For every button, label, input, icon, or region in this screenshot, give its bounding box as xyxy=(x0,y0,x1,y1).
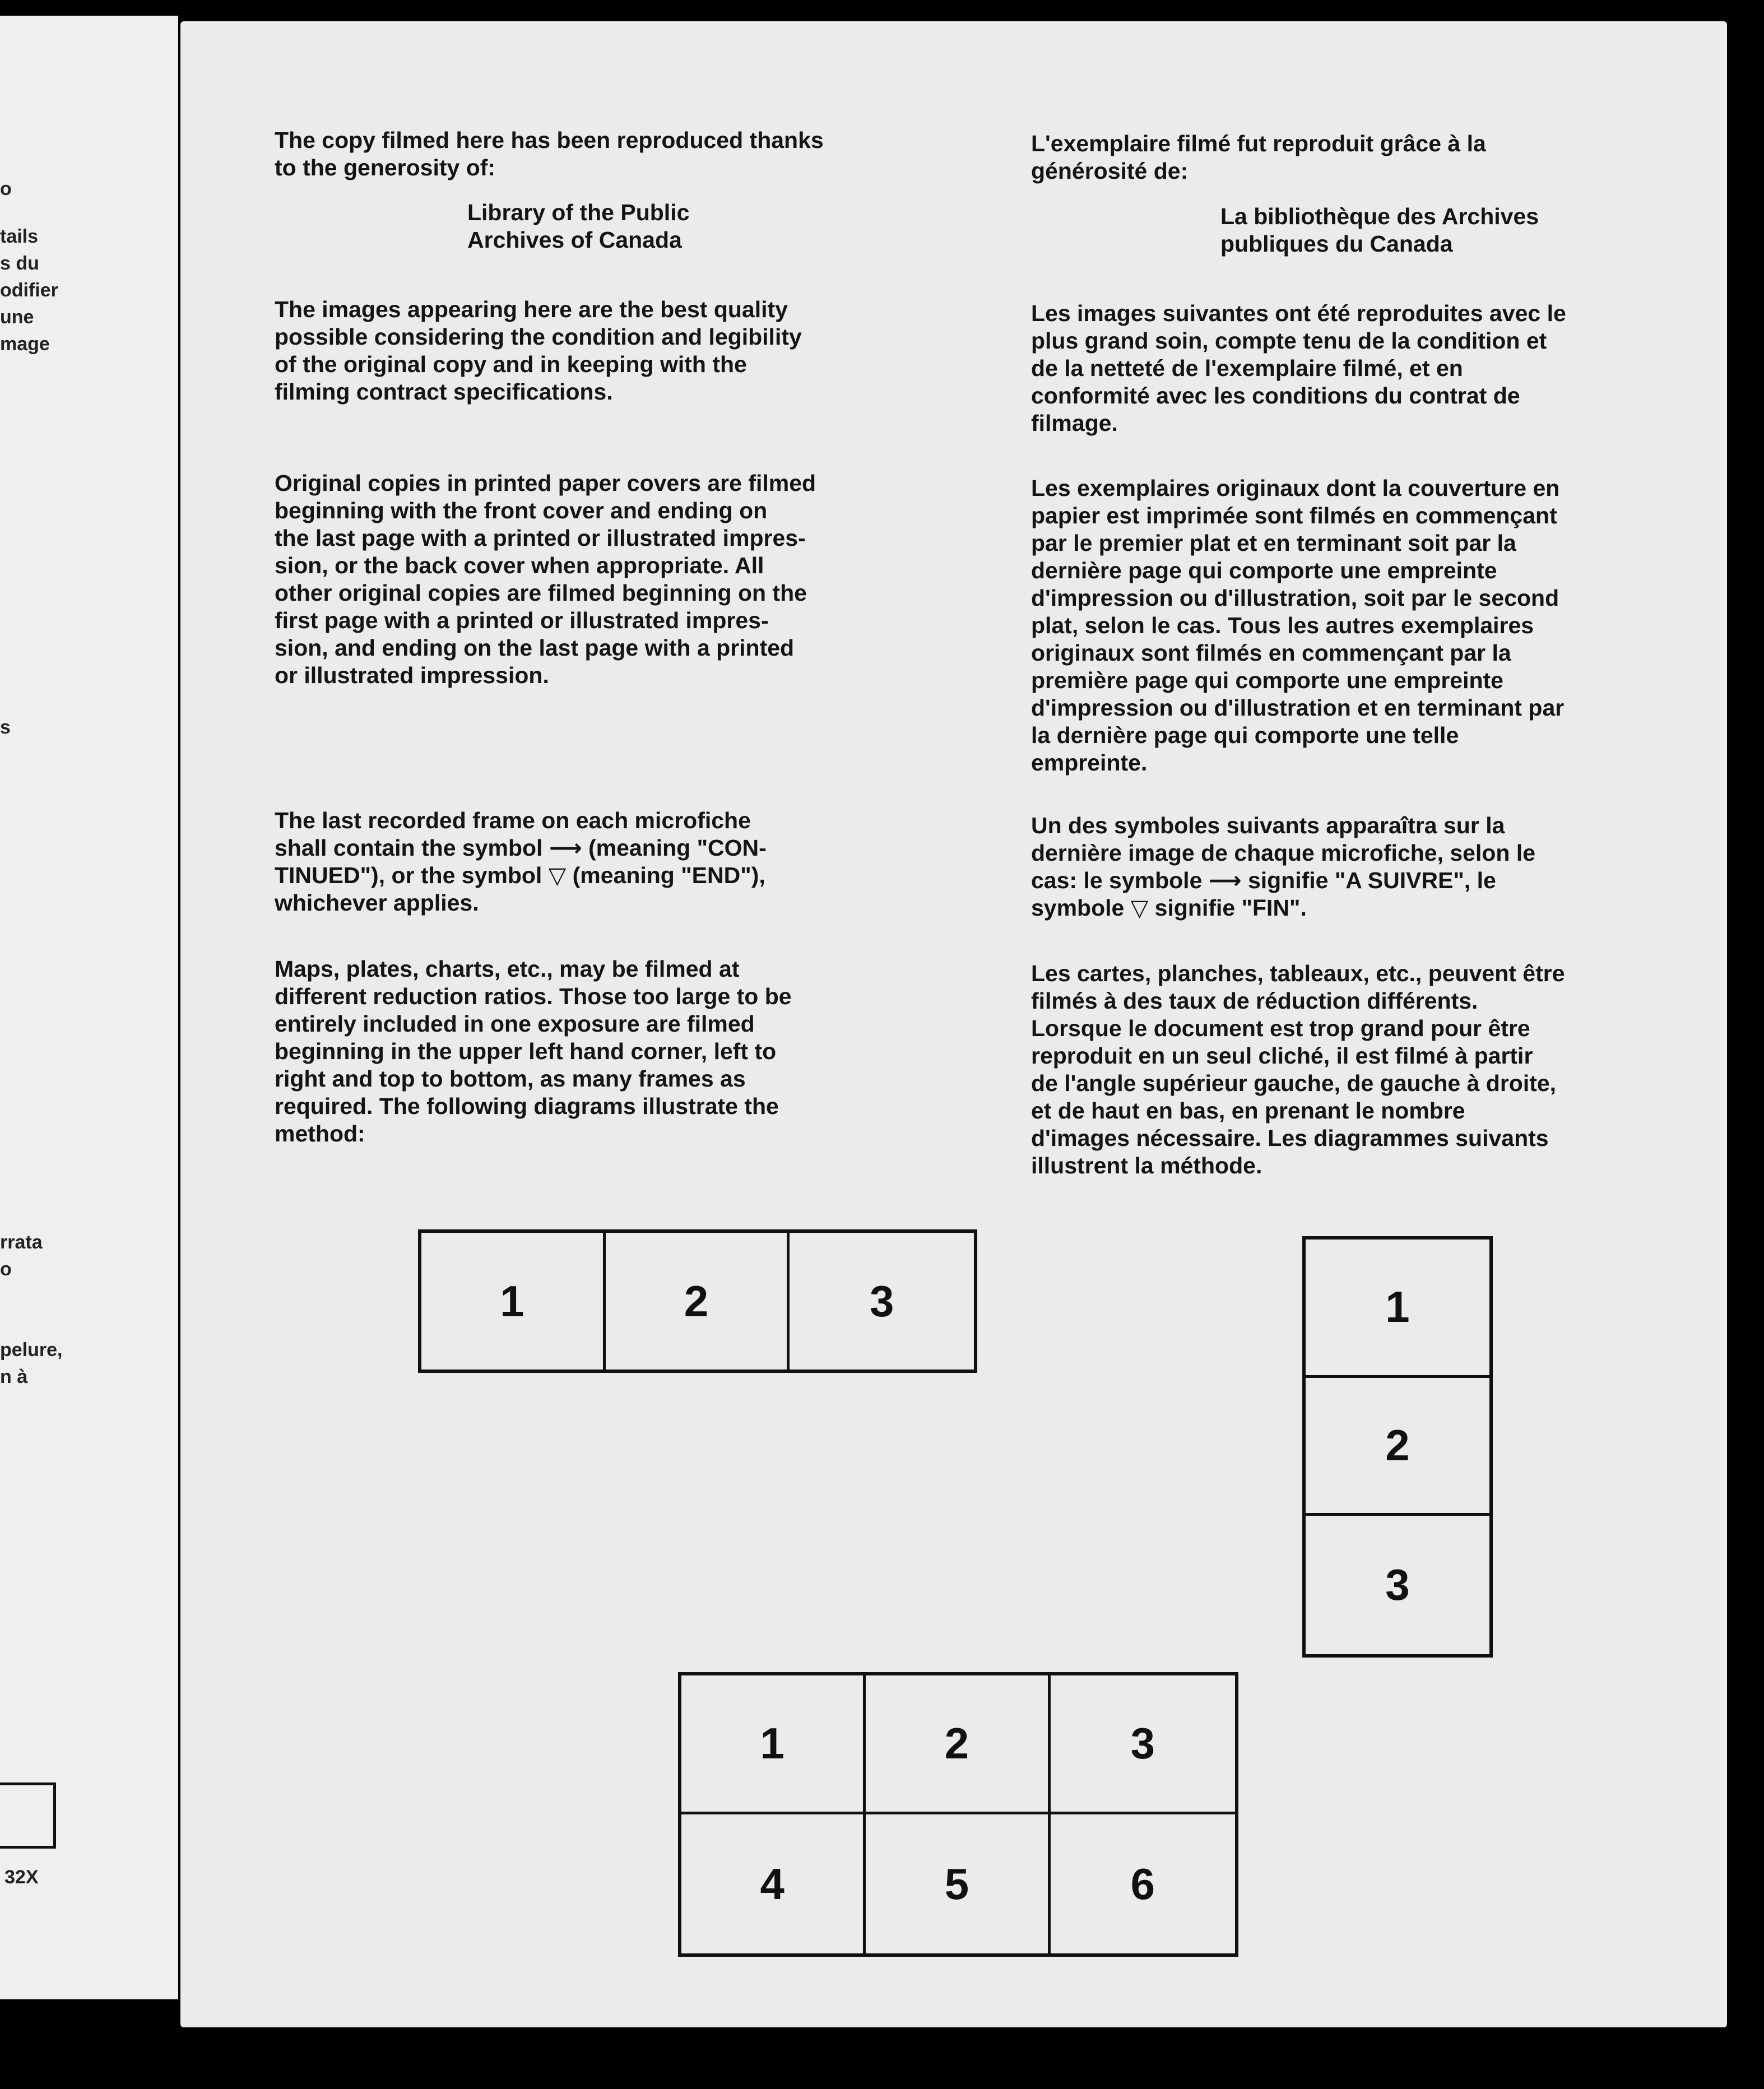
frame-cell: 2 xyxy=(866,1675,1050,1814)
french-quality-paragraph xyxy=(1031,300,1659,437)
left-fragment-text: rrata xyxy=(0,1232,43,1253)
left-fragment-text: tails xyxy=(0,226,39,247)
frame-cell: 1 xyxy=(681,1675,866,1814)
english-covers-text: Original copies in printed paper covers are filmed beginning with the front cover and ending on the last page with a printed or illustrated impres- sion, or the back cover when appropriate. All other original copies are filmed beginning on the first page with a printed or illustrated impres- sion, and ending on the last page with a printed or illustrated impression. xyxy=(275,470,816,688)
left-fragment-text: une xyxy=(0,307,34,328)
english-quality-paragraph xyxy=(275,296,908,406)
english-quality-text: The images appearing here are the best quality possible considering the condition and legibility of the original copy and in keeping with the filming contract specifications. xyxy=(275,296,802,405)
reduction-label: 32X xyxy=(4,1867,39,1888)
frame-cell: 4 xyxy=(681,1814,866,1953)
english-symbols-text: The last recorded frame on each microfiche shall contain the symbol ⟶ (meaning "CON- TINUED"), or the symbol ▽ (meaning "END"), whichever applies. xyxy=(275,807,767,916)
left-fragment-text: mage xyxy=(0,333,50,355)
vertical-frames-diagram xyxy=(1302,1236,1493,1658)
frame-cell: 2 xyxy=(606,1233,790,1370)
english-covers-paragraph xyxy=(275,470,908,689)
english-maps-text: Maps, plates, charts, etc., may be filmed at different reduction ratios. Those too large to be entirely included in one exposure are filmed beginning in the upper left hand corner, left to right and top to bottom, as many frames as required. The following diagrams illustrate the method: xyxy=(275,956,792,1146)
french-covers-paragraph xyxy=(1031,475,1659,777)
frame-cell: 5 xyxy=(866,1814,1050,1953)
english-intro: The copy filmed here has been reproduced thanks to the generosity of: xyxy=(275,127,824,180)
left-fragment-text: s du xyxy=(0,253,39,274)
french-quality-text: Les images suivantes ont été reproduites avec le plus grand soin, compte tenu de la condition et de la netteté de l'exemplaire filmé, et en conformité avec les conditions du contrat de filmage. xyxy=(1031,300,1566,436)
frame-cell: 1 xyxy=(421,1233,606,1370)
left-fragment-text: odifier xyxy=(0,280,58,301)
left-fragment-text: pelure, xyxy=(0,1339,63,1361)
english-symbols-paragraph xyxy=(275,807,908,917)
resolution-target-box xyxy=(0,1782,56,1849)
french-library-name: La bibliothèque des Archives publiques du Canada xyxy=(1220,203,1539,257)
frame-cell: 3 xyxy=(1385,1560,1410,1610)
frame-cell: 6 xyxy=(1130,1859,1155,1909)
left-fragment-text: s xyxy=(0,717,11,738)
french-covers-text: Les exemplaires originaux dont la couverture en papier est imprimée sont filmés en commençant par le premier plat et en terminant soit par la dernière page qui comporte une empreinte d'impression ou d'illustration, soit par le second plat, selon le cas. Tous les autres exemplaires originaux sont filmés en commençant par la première page qui comporte une empreinte d'impression ou d'illustration et en terminant par la dernière page qui comporte une telle empreinte. xyxy=(1031,475,1565,776)
left-fragment-text: o xyxy=(0,178,12,199)
horizontal-frames-diagram xyxy=(418,1229,977,1373)
english-library-name: Library of the Public Archives of Canada xyxy=(467,199,690,253)
french-symbols-text: Un des symboles suivants apparaîtra sur la dernière image de chaque microfiche, selon le cas: le symbole ⟶ signifie "A SUIVRE", le symbole ▽ signifie "FIN". xyxy=(1031,813,1536,921)
french-maps-text: Les cartes, planches, tableaux, etc., peuvent être filmés à des taux de réduction différents. Lorsque le document est trop grand pour être reproduit en un seul cliché, il est filmé à partir de l'angle supérieur gauche, de gauche à droite, et de haut en bas, en prenant le nombre d'images nécessaire. Les diagrammes suivants illustrent la méthode. xyxy=(1031,960,1565,1178)
frame-cell: 1 xyxy=(1306,1240,1489,1378)
frame-cell: 3 xyxy=(1051,1675,1235,1814)
french-symbols-paragraph xyxy=(1031,812,1659,922)
left-fragment-text: n à xyxy=(0,1366,28,1387)
grid-frames-diagram xyxy=(678,1672,1238,1957)
french-maps-paragraph xyxy=(1031,960,1659,1180)
left-page-fragment xyxy=(0,16,178,1999)
frame-cell: 2 xyxy=(1306,1378,1489,1516)
left-fragment-text: o xyxy=(0,1259,12,1280)
french-intro: L'exemplaire filmé fut reproduit grâce à la générosité de: xyxy=(1031,131,1486,184)
french-column xyxy=(1031,130,1659,185)
english-maps-paragraph xyxy=(275,955,908,1148)
english-column xyxy=(275,127,908,182)
frame-cell: 3 xyxy=(869,1276,894,1326)
